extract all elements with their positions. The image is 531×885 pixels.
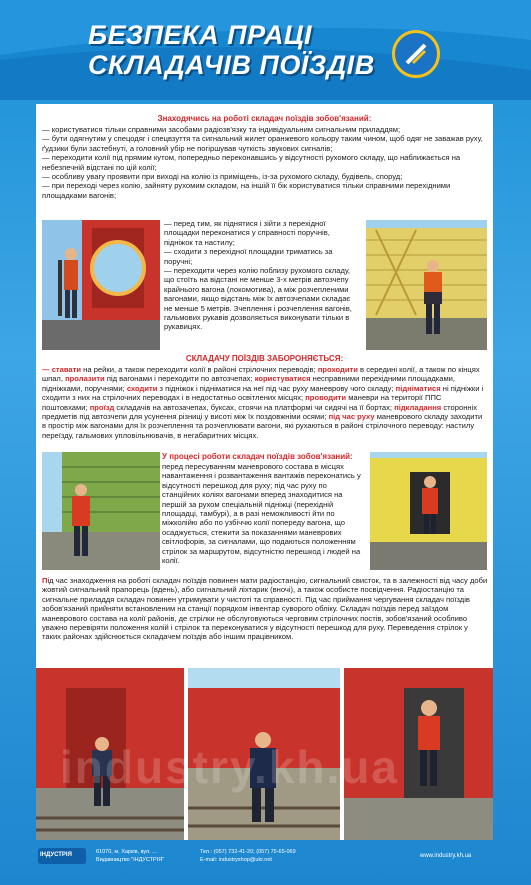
list-item: — переходити колії під прямим кутом, попередньо переконавшись у відсутності рухомого складу, що наближається на небезпечній відстані по цій колії;: [42, 153, 461, 172]
prohibited-word: сходити: [126, 383, 158, 393]
publisher-phone: Тел.: (057) 732-41-20; (057) 75-65-069: [200, 849, 296, 855]
section3-text: перед пересуванням маневрового состава в місцях навантаження і розвантаження вантажів переконатись у відсутності перешкод для руху; під час руху по станційних коліях вагонами вперед знаходитися на першій за рухом спеціальній підніжці (перехідній площадці, тамбурі), а в разі неможливості йти по міжколійю або по узбіччю колії попереду вагона, що осаджується, стежити за показаннями маневрових світлофорів, за сигналами, що подаються положенням стрілок за маршрутом, відсутністю перешкод і людей на колії.: [162, 462, 361, 566]
section3-heading: У процесі роботи складач поїздів зобов'язаний:: [162, 452, 353, 461]
illustration-worker-yellow-car: [370, 452, 487, 570]
publisher-brand: ІНДУСТРІЯ: [40, 852, 72, 858]
prohibited-word: користуватися: [254, 374, 311, 384]
railway-logo-icon: [392, 30, 440, 78]
list-item: — при переході через колію, зайняту рухомим складом, на іншій її бік користуватися тільки справними перехідними площадками вагонів;: [42, 181, 451, 200]
section1-list: [42, 125, 488, 200]
prohibited-word: проїзд: [89, 402, 115, 412]
website-link[interactable]: www.industry.kh.ua: [420, 853, 472, 859]
illustration-worker-platform: [42, 220, 160, 350]
list-item: — бути одягнутим у спецодяг і спецвзуття та сигнальний жилет оранжевого кольору таким чином, щоб одяг не заважав руху, ґудзики були застебнуті, а головний убір не погіршував чуткість звукових сигналів;: [42, 134, 483, 153]
list-item: — користуватися тільки справними засобами радіозв'язку та індивідуальним сигнальним приладдям;: [42, 125, 401, 134]
prohibited-word: — ставати: [42, 365, 82, 374]
list-item: — особливу увагу проявити при виході на колію із приміщень, із-за рухомого складу, будівель, споруд;: [42, 172, 403, 182]
illustration-bottom-right: [344, 668, 493, 840]
prohibited-word: підкладання: [394, 402, 442, 412]
illustration-worker-freight-car: [366, 220, 487, 350]
publisher-name: Видавництво "ІНДУСТРІЯ": [96, 857, 165, 863]
footer: [0, 840, 531, 885]
prohibited-word: проводити: [305, 393, 347, 403]
section2-heading: СКЛАДАЧУ ПОЇЗДІВ ЗАБОРОНЯЄТЬСЯ:: [185, 354, 344, 363]
title-line-1: БЕЗПЕКА ПРАЦІ: [88, 20, 313, 50]
publisher-address: 61070, м. Харків, вул. ...: [96, 849, 157, 855]
section1-sublist: [164, 219, 360, 332]
prohibited-word: проходити: [317, 365, 358, 374]
content-panel: [36, 104, 493, 840]
section2-text: — ставати на рейки, а також переходити колії в районі стрілочних переводів; проходити в середині колії, а також по кінцях шпал, пролазити під вагонами і переходити по автозчепах; користуватися несправними перехідними площадками, підніжками, поручнями; сходити з підніжок і підніматися на неї під час руху маневрову чого складу; підніматися ні підніжки і сходити з них на стрілочних переводах і в недостатньо освітлених місцях; проводити маневри на території ППС поштовхами; проїзд складачів на автозачепах, буксах, стоячи на платформі чи сидячі на її бортах; підкладання сторонніх предметів під автозчепи для усунення різниці у висоті між їх поздовжніми осями; під час руху маневрового складу заходити в простір між вагонами для їх розчеплення та розчеплювати вагони, які рухаються в районі стрілочного переводу: настилу переїзду, гальмових упловільнювачів, в негабаритних місцях.: [42, 365, 484, 440]
list-item: — переходити через колію поблизу рухомого складу, що стоїть на відстані не менше 3-х метрів автозчепу крайнього вагона (локомотива), а між розчепленими вагонами, якщо відстань між їх автозчепами складає не менше 5 метрів. Зчеплення і розчеплення вагонів, гальмових рукавів дозволяється виконувати тільки в рукавицях.: [164, 266, 352, 332]
publisher-email: E-mail: industryshop@ukr.net: [200, 857, 272, 863]
page-title: [88, 20, 375, 80]
header: [0, 0, 531, 100]
prohibited-word: під час руху: [328, 412, 375, 422]
title-line-2: СКЛАДАЧІВ ПОЇЗДІВ: [88, 50, 375, 80]
illustration-worker-green-car: [42, 452, 160, 570]
list-item: — перед тим, як піднятися і зійти з перехідної площадки переконатися у справності поручнів, підніжок та настилу;: [164, 219, 330, 247]
list-item: — сходити з перехідної площадки триматись за поручні;: [164, 247, 333, 266]
prohibited-word: пролазити: [65, 374, 105, 384]
section4-text: Під час знаходження на роботі складач поїздів повинен мати радіостанцію, сигнальний свисток, та в залежності від часу доби жовтий сигнальний прапорець (вдень), або сигнальний ліхтарик (вночі), а також особисте посвідчення. Радіостанцію та сигнальне приладдя складач повинен утримувати у чистоті та справності. Під час приймання чергування складач поїздів зобов'язаний прийняти встановленим на станції порядком інвентар суворого обліку. Складач поїздів перед заїздом маневрового состава на колії районів, де стрілки не обслуговуються черговим стрілочних постів, зобов'язаний особливо уважно перевіряти положення колій і стрілок та переконуватися у відсутності перешкод для руху. Переведення стрілок у таких районах здійснюється складачем поїздів або іншим працівником.: [42, 576, 488, 642]
illustration-bottom-center: [188, 668, 340, 840]
illustration-bottom-left: [36, 668, 184, 840]
drop-letter: П: [42, 576, 48, 585]
section1-heading: Знаходячись на роботі складач поїздів зобов'язаний:: [157, 114, 372, 123]
prohibited-word: підніматися: [395, 383, 441, 393]
